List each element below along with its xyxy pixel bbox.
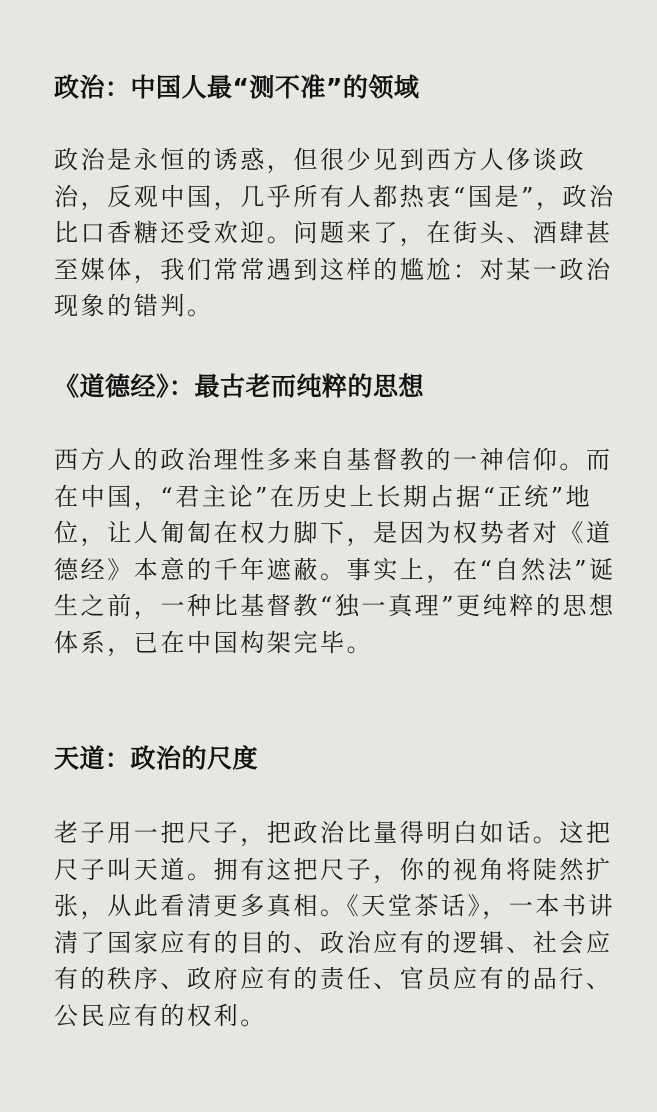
section-heading: 天道：政治的尺度 bbox=[54, 744, 259, 773]
section-paragraph: 政治是永恒的诱惑，但很少见到西方人侈谈政治，反观中国，几乎所有人都热衷“国是”，政治比口香糖还受欢迎。问题来了，在街头、酒肆甚至媒体，我们常常遇到这样的尴尬：对某一政治现象的错判。 bbox=[54, 146, 616, 320]
section-heading: 政治：中国人最“测不准”的领域 bbox=[54, 73, 420, 102]
section-paragraph: 西方人的政治理性多来自基督教的一神信仰。而在中国，“君主论”在历史上长期占据“正统”地位，让人匍匐在权力脚下，是因为权势者对《道德经》本意的千年遮蔽。事实上，在“自然法”诞生之前，一种比基督教“独一真理”更纯粹的思想体系，已在中国构架完毕。 bbox=[54, 446, 616, 657]
section-heading: 《道德经》：最古老而纯粹的思想 bbox=[54, 372, 425, 401]
section-paragraph: 老子用一把尺子，把政治比量得明白如话。这把尺子叫天道。拥有这把尺子，你的视角将陡然扩张，从此看清更多真相。《天堂茶话》，一本书讲清了国家应有的目的、政治应有的逻辑、社会应有的秩序、政府应有的责任、官员应有的品行、公民应有的权利。 bbox=[54, 819, 616, 1030]
